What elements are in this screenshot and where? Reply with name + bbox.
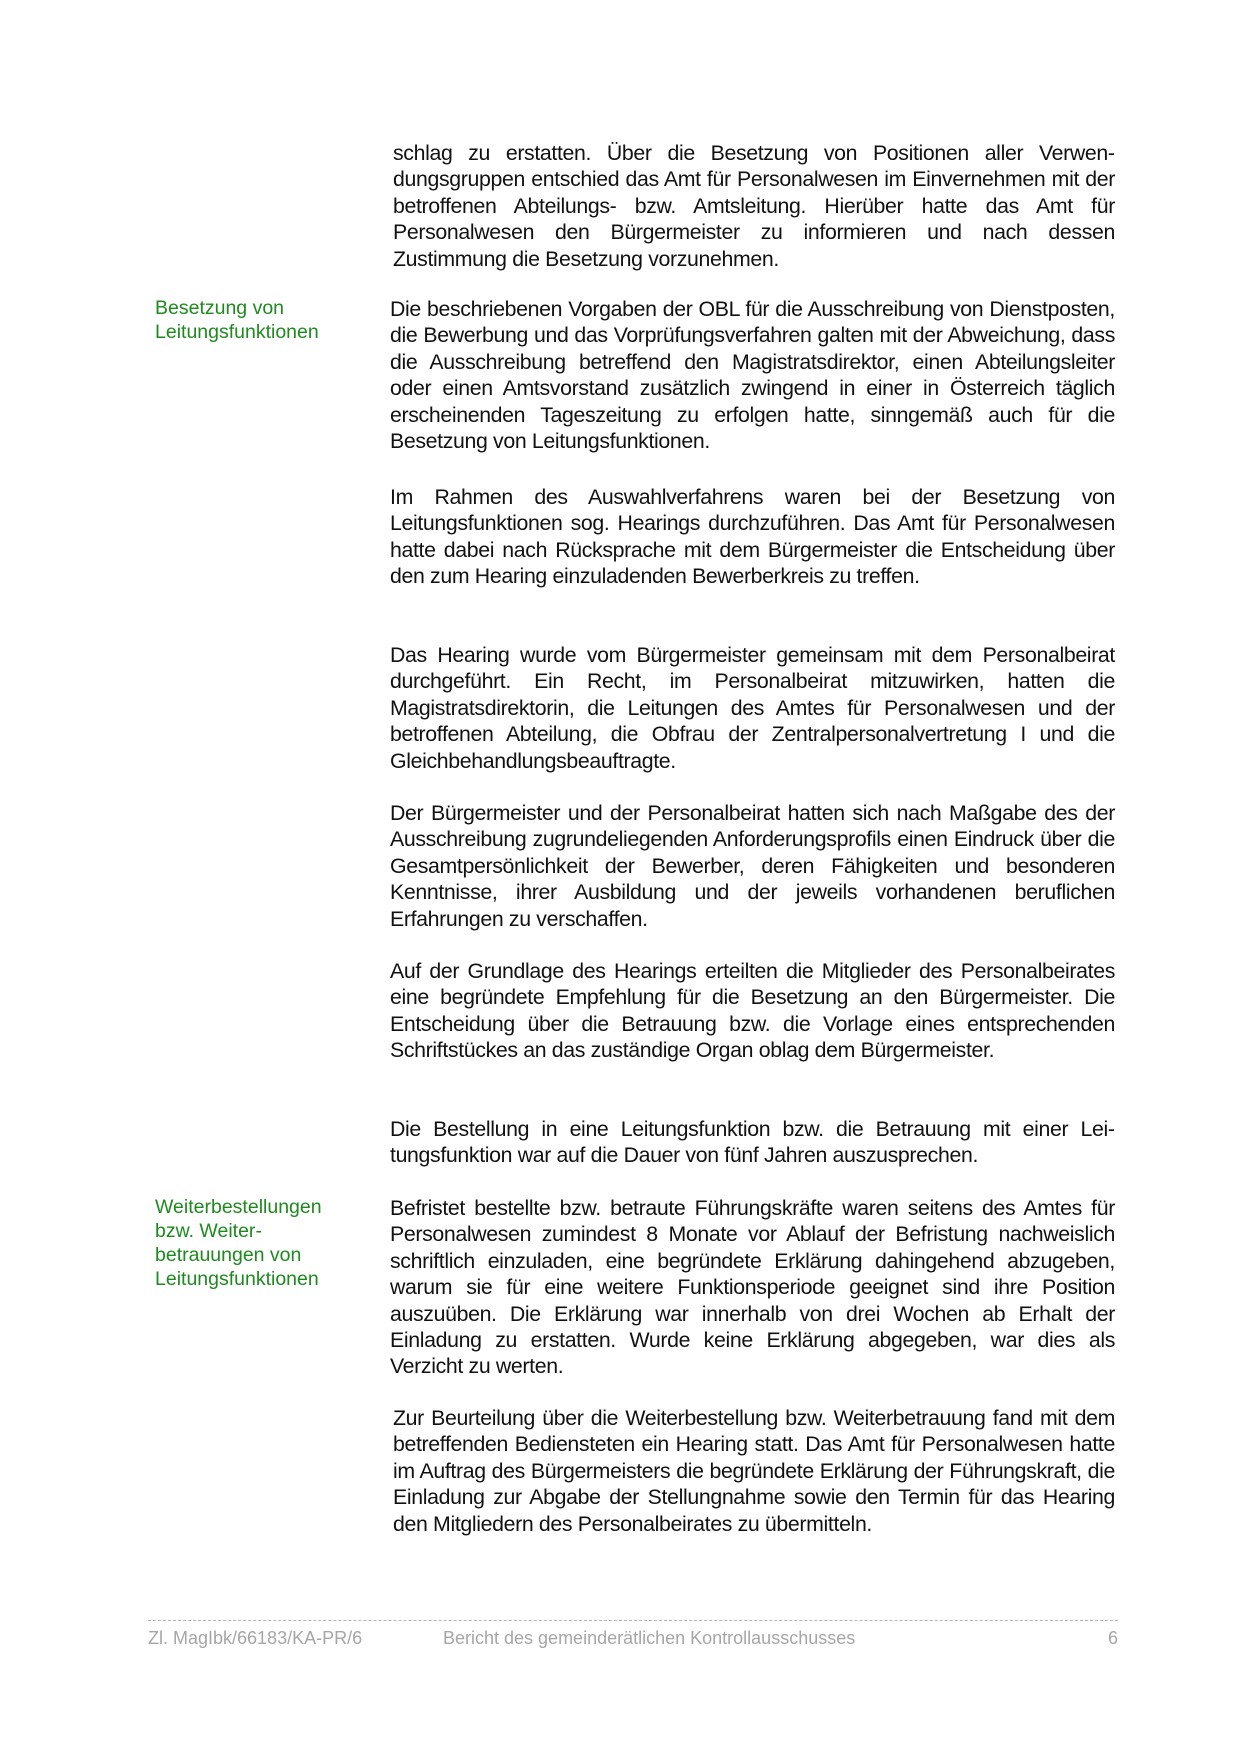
footer-divider	[148, 1620, 1118, 1621]
page-number: 6	[1107, 1628, 1118, 1648]
margin-note-weiterbestellungen: Weiterbestellungen bzw. Weiterbetrauungen von Leitungsfunktionen	[155, 1196, 322, 1290]
paragraph-1: schlag zu erstatten. Über die Besetzung von Positionen aller Verwendungsgruppen entschied das Amt für Personalwesen im Einvernehmen mit der betroffenen Abteilungs- bzw. Amtsleitung. Hierüber hatte das Amt für Personalwesen den Bürgermeister zu informieren und nach dessen Zustimmung die Besetzung vorzunehmen.	[393, 141, 1115, 271]
paragraph-6: Auf der Grundlage des Hearings erteilten die Mitglieder des Personalbeirates eine begründete Empfehlung für die Besetzung an den Bürgermeister. Die Entscheidung über die Betrauung bzw. die Vorlage eines entsprechenden Schriftstückes an das zuständige Organ oblag dem Bürgermeister.	[390, 959, 1115, 1063]
paragraph-7: Die Bestellung in eine Leitungsfunktion bzw. die Betrauung mit einer Leitungsfunktion war auf die Dauer von fünf Jahren auszusprechen.	[390, 1117, 1115, 1168]
paragraph-9: Zur Beurteilung über die Weiterbestellung bzw. Weiterbetrauung fand mit dem betreffenden Bediensteten ein Hearing statt. Das Amt für Personalwesen hatte im Auftrag des Bürgermeisters die begründete Erklärung der Führungskraft, die Einladung zur Abgabe der Stellungnahme sowie den Termin für das Hearing den Mitgliedern des Personalbeirates zu übermitteln.	[393, 1406, 1115, 1536]
paragraph-2: Die beschriebenen Vorgaben der OBL für die Ausschreibung von Dienstposten, die Bewerbung und das Vorprüfungsverfahren galten mit der Abweichung, dass die Ausschreibung betreffend den Magistratsdirektor, einen Abteilungsleiter oder einen Amtsvorstand zusätzlich zwingend in einer in Österreich täglich erscheinenden Tageszeitung zu erfolgen hatte, sinngemäß auch für die Besetzung von Leitungsfunktionen.	[390, 297, 1115, 454]
margin-note-besetzung: Besetzung von Leitungsfunktionen	[155, 297, 319, 343]
paragraph-3: Im Rahmen des Auswahlverfahrens waren bei der Besetzung von Leitungsfunktionen sog. Hearings durchzuführen. Das Amt für Personalwesen hatte dabei nach Rücksprache mit dem Bürgermeister die Entscheidung über den zum Hearing einzuladenden Bewerberkreis zu treffen.	[390, 485, 1115, 589]
paragraph-4: Das Hearing wurde vom Bürgermeister gemeinsam mit dem Personalbeirat durchgeführt. Ein Recht, im Personalbeirat mitzuwirken, hatten die Magistratsdirektorin, die Leitungen des Amtes für Personalwesen und der betroffenen Abteilung, die Obfrau der Zentralpersonalvertretung I und die Gleichbehandlungsbeauftragte.	[390, 643, 1115, 773]
paragraph-8: Befristet bestellte bzw. betraute Führungskräfte waren seitens des Amtes für Personalwesen zumindest 8 Monate vor Ablauf der Befristung nachweislich schriftlich einzuladen, eine begründete Erklärung dahingehend abzugeben, warum sie für eine weitere Funktionsperiode geeignet sind ihre Position auszuüben. Die Erklärung war innerhalb von drei Wochen ab Erhalt der Einladung zu erstatten. Wurde keine Erklärung abgegeben, war dies als Verzicht zu werten.	[390, 1196, 1115, 1379]
footer-reference: Zl. MagIbk/66183/KA-PR/6	[148, 1628, 363, 1648]
footer-title: Bericht des gemeinderätlichen Kontrollausschusses	[443, 1628, 856, 1648]
paragraph-5: Der Bürgermeister und der Personalbeirat hatten sich nach Maßgabe des der Ausschreibung zugrundeliegenden Anforderungsprofils einen Eindruck über die Gesamtpersönlichkeit der Bewerber, deren Fähigkeiten und besonderen Kenntnisse, ihrer Ausbildung und der jeweils vorhandenen beruflichen Erfahrungen zu verschaffen.	[390, 801, 1115, 931]
